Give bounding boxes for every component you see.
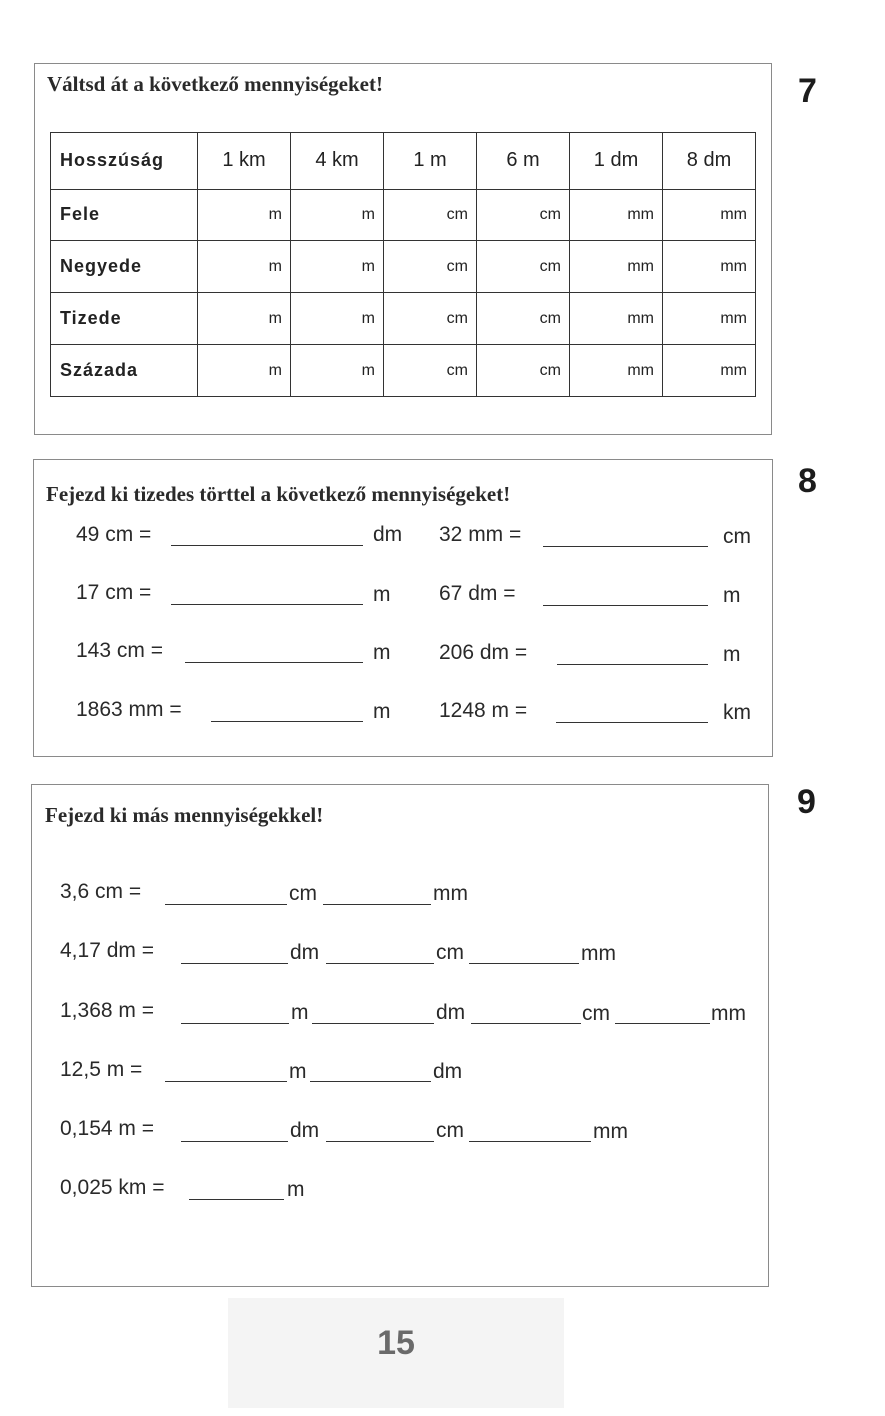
answer-cell[interactable]: mm [663, 241, 756, 293]
answer-cell[interactable]: m [291, 345, 384, 397]
answer-blank[interactable] [557, 664, 708, 665]
row-label-cell: Fele [51, 189, 198, 241]
table-row [51, 241, 756, 293]
answer-cell[interactable]: cm [384, 345, 477, 397]
row-label-cell: Tizede [51, 293, 198, 345]
answer-cell[interactable]: cm [384, 293, 477, 345]
conversion-expression: 1,368 m = [60, 999, 154, 1022]
target-unit: km [723, 701, 751, 724]
target-unit: m [723, 584, 741, 607]
exercise-9-box [31, 784, 769, 1287]
answer-blank[interactable] [543, 605, 708, 606]
answer-cell[interactable]: cm [477, 345, 570, 397]
conversion-expression: 1863 mm = [76, 698, 182, 721]
unit-label: mm [581, 942, 616, 965]
answer-blank[interactable] [615, 1023, 710, 1024]
table-row [51, 345, 756, 397]
answer-blank[interactable] [471, 1023, 581, 1024]
target-unit: m [723, 643, 741, 666]
answer-cell[interactable]: mm [570, 241, 663, 293]
answer-cell[interactable]: cm [477, 293, 570, 345]
conversion-expression: 67 dm = [439, 582, 516, 605]
target-unit: cm [723, 525, 751, 548]
conversion-expression: 49 cm = [76, 523, 152, 546]
header-value-cell: 1 dm [570, 133, 663, 190]
answer-cell[interactable]: mm [663, 293, 756, 345]
unit-label: cm [436, 1119, 464, 1142]
unit-label: dm [436, 1001, 466, 1024]
unit-label: cm [289, 882, 317, 905]
unit-label: dm [290, 941, 320, 964]
answer-blank[interactable] [189, 1199, 284, 1200]
answer-blank[interactable] [165, 1081, 287, 1082]
exercise-7-box [34, 63, 772, 435]
answer-cell[interactable]: m [198, 241, 291, 293]
answer-cell[interactable]: mm [663, 345, 756, 397]
unit-label: dm [290, 1119, 320, 1142]
page-number: 15 [377, 1324, 415, 1362]
answer-blank[interactable] [310, 1081, 431, 1082]
answer-cell[interactable]: m [291, 189, 384, 241]
unit-label: m [291, 1001, 309, 1024]
exercise-8-number: 8 [798, 462, 817, 500]
answer-cell[interactable]: mm [570, 293, 663, 345]
answer-cell[interactable]: cm [384, 241, 477, 293]
table-row [51, 189, 756, 241]
table-header-row [51, 133, 756, 190]
answer-blank[interactable] [543, 546, 708, 547]
conversion-expression: 143 cm = [76, 639, 163, 662]
answer-cell[interactable]: cm [477, 241, 570, 293]
answer-cell[interactable]: cm [477, 189, 570, 241]
conversion-expression: 3,6 cm = [60, 880, 142, 903]
exercise-9-title: Fejezd ki más mennyiségekkel! [45, 803, 324, 827]
unit-label: dm [433, 1060, 463, 1083]
header-label-cell: Hosszúság [51, 133, 198, 190]
exercise-7-number: 7 [798, 72, 817, 110]
unit-label: mm [433, 882, 468, 905]
unit-label: mm [593, 1120, 628, 1143]
target-unit: m [373, 583, 391, 606]
answer-blank[interactable] [211, 721, 363, 722]
exercise-7-title: Váltsd át a következő mennyiségeket! [47, 72, 383, 96]
answer-blank[interactable] [326, 1141, 434, 1142]
header-value-cell: 8 dm [663, 133, 756, 190]
conversion-expression: 0,025 km = [60, 1176, 165, 1199]
conversion-expression: 12,5 m = [60, 1058, 143, 1081]
conversion-table [50, 132, 756, 397]
header-value-cell: 6 m [477, 133, 570, 190]
row-label-cell: Százada [51, 345, 198, 397]
answer-blank[interactable] [185, 662, 363, 663]
unit-label: m [287, 1178, 305, 1201]
answer-blank[interactable] [171, 545, 363, 546]
answer-blank[interactable] [181, 1023, 289, 1024]
answer-blank[interactable] [469, 1141, 591, 1142]
answer-cell[interactable]: m [291, 293, 384, 345]
table-row [51, 293, 756, 345]
answer-blank[interactable] [171, 604, 363, 605]
answer-blank[interactable] [312, 1023, 434, 1024]
conversion-expression: 0,154 m = [60, 1117, 154, 1140]
answer-cell[interactable]: mm [570, 189, 663, 241]
row-label-cell: Negyede [51, 241, 198, 293]
unit-label: mm [711, 1002, 746, 1025]
answer-cell[interactable]: m [198, 293, 291, 345]
answer-blank[interactable] [165, 904, 287, 905]
header-value-cell: 1 m [384, 133, 477, 190]
conversion-expression: 206 dm = [439, 641, 528, 664]
unit-label: m [289, 1060, 307, 1083]
header-value-cell: 4 km [291, 133, 384, 190]
unit-label: cm [582, 1002, 610, 1025]
answer-blank[interactable] [469, 963, 579, 964]
answer-blank[interactable] [326, 963, 434, 964]
header-value-cell: 1 km [198, 133, 291, 190]
conversion-expression: 17 cm = [76, 581, 152, 604]
target-unit: dm [373, 523, 403, 546]
target-unit: m [373, 641, 391, 664]
answer-blank[interactable] [323, 904, 431, 905]
conversion-expression: 1248 m = [439, 699, 528, 722]
answer-blank[interactable] [556, 722, 708, 723]
answer-blank[interactable] [181, 1141, 288, 1142]
answer-blank[interactable] [181, 963, 288, 964]
answer-cell[interactable]: m [198, 345, 291, 397]
answer-cell[interactable]: m [291, 241, 384, 293]
answer-cell[interactable]: mm [663, 189, 756, 241]
exercise-9-number: 9 [797, 783, 816, 821]
answer-cell[interactable]: mm [570, 345, 663, 397]
unit-label: cm [436, 941, 464, 964]
target-unit: m [373, 700, 391, 723]
conversion-expression: 32 mm = [439, 523, 522, 546]
answer-cell[interactable]: m [198, 189, 291, 241]
conversion-expression: 4,17 dm = [60, 939, 154, 962]
answer-cell[interactable]: cm [384, 189, 477, 241]
exercise-8-title: Fejezd ki tizedes törttel a következő mennyiségeket! [46, 482, 511, 506]
page-number-band [228, 1298, 564, 1408]
